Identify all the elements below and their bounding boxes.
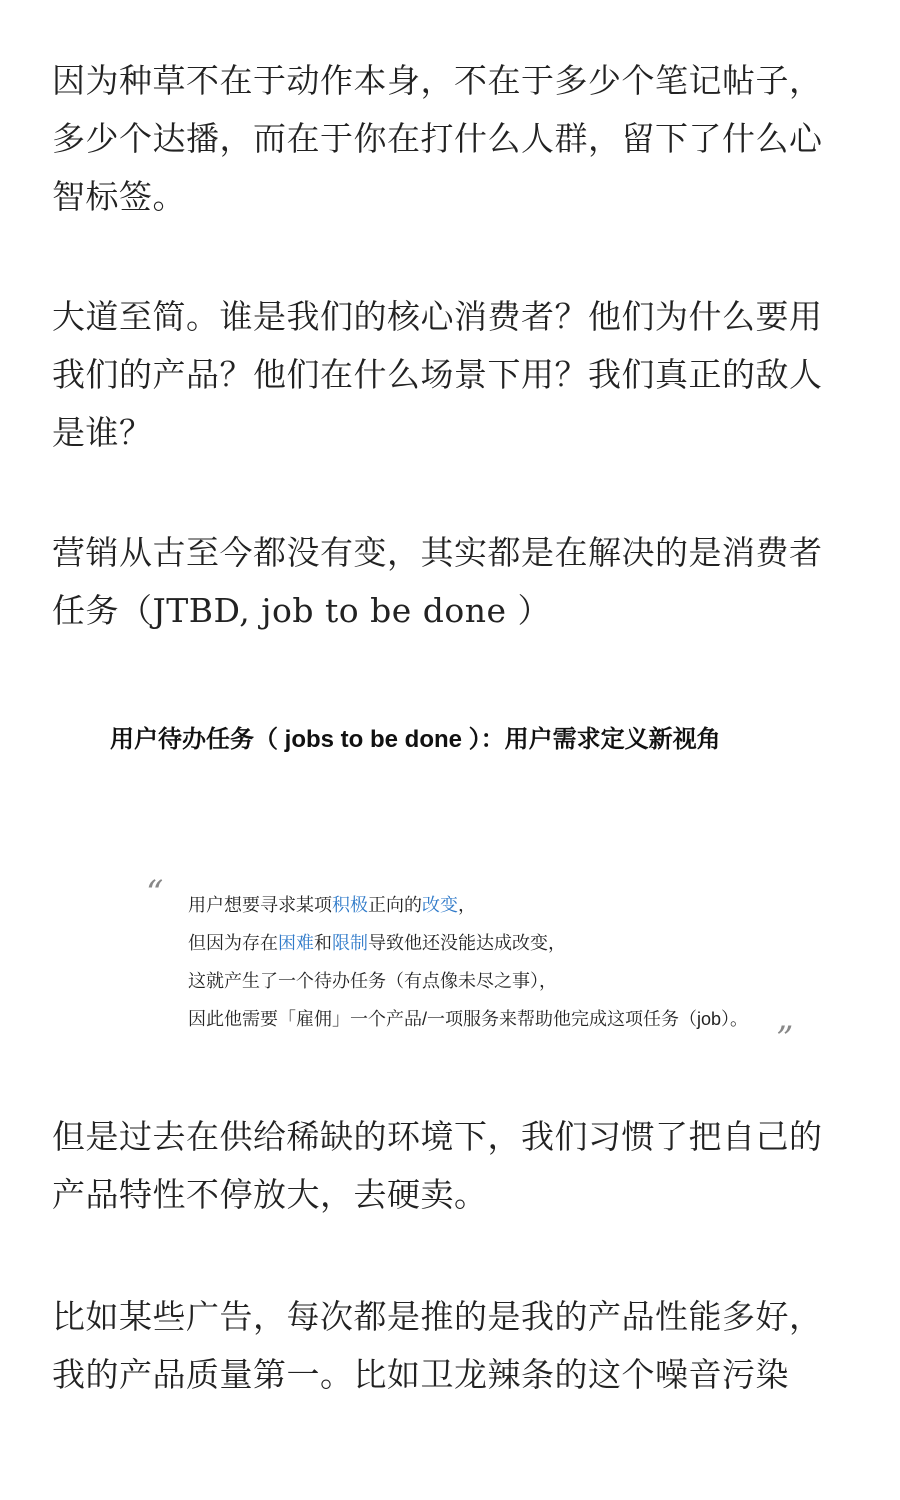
quote-line-2 <box>188 924 808 962</box>
highlight-difficulty: 困难 <box>278 933 314 953</box>
quote-text: 用户想要寻求某项 <box>188 895 332 915</box>
quote-line-4: 因此他需要「雇佣」一个产品/一项服务来帮助他完成这项任务（job）。 <box>188 1009 749 1029</box>
quote-line-1 <box>188 886 808 924</box>
quote-block <box>188 886 808 1038</box>
paragraph-3: 营销从古至今都没有变，其实都是在解决的是消费者任务（JTBD, job to be done ） <box>52 533 823 630</box>
quote-text: 导致他还没能达成改变， <box>368 933 566 953</box>
quote-text: ， <box>458 895 476 915</box>
quote-text: 但因为存在 <box>188 933 278 953</box>
close-quote-icon: ” <box>776 1019 794 1059</box>
paragraph-1: 因为种草不在于动作本身，不在于多少个笔记帖子，多少个达播，而在于你在打什么人群，留下了什么心智标签。 <box>52 61 823 216</box>
highlight-change: 改变 <box>422 895 458 915</box>
paragraph-5: 比如某些广告，每次都是推的是我的产品性能多好，我的产品质量第一。比如卫龙辣条的这个噪音污染 <box>52 1297 823 1394</box>
paragraph-2: 大道至简。谁是我们的核心消费者？他们为什么要用我们的产品？他们在什么场景下用？我们真正的敌人是谁？ <box>52 297 823 452</box>
highlight-positive: 积极 <box>332 895 368 915</box>
open-quote-icon: “ <box>146 873 164 913</box>
quote-text: 正向的 <box>368 895 422 915</box>
highlight-limitation: 限制 <box>332 933 368 953</box>
paragraph-4: 但是过去在供给稀缺的环境下，我们习惯了把自己的产品特性不停放大，去硬卖。 <box>52 1117 823 1214</box>
jtbd-figure <box>0 700 900 1080</box>
quote-text: 和 <box>314 933 332 953</box>
figure-title: 用户待办任务（ jobs to be done ）：用户需求定义新视角 <box>110 726 721 753</box>
quote-line-3: 这就产生了一个待办任务（有点像未尽之事）， <box>188 971 557 991</box>
